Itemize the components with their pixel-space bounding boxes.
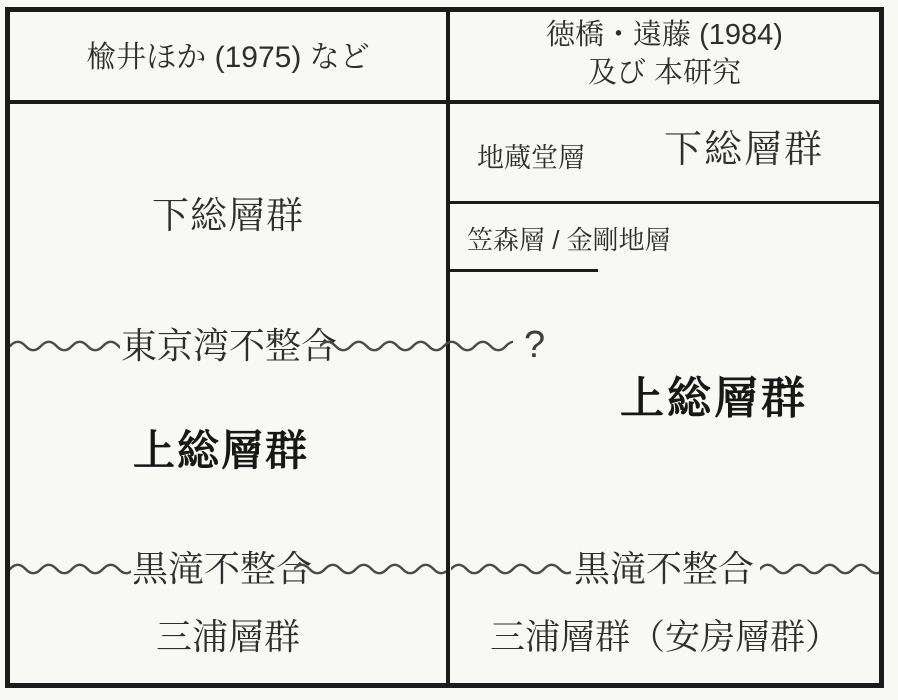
left-shimousa-group-label: 下総層群 bbox=[152, 195, 304, 236]
right-kazusa-group-label: 上総層群 bbox=[620, 374, 808, 423]
wavy-unconformity-line bbox=[451, 562, 571, 576]
question-mark: ? bbox=[524, 324, 546, 366]
wavy-unconformity-line bbox=[294, 562, 446, 576]
right-kurotaki-unconformity-label: 黒滝不整合 bbox=[574, 548, 755, 589]
shimousa-row-separator-line bbox=[450, 201, 879, 204]
wavy-unconformity-line bbox=[10, 339, 120, 353]
tokyo-bay-unconformity-label: 東京湾不整合 bbox=[121, 325, 338, 366]
left-column-header bbox=[10, 8, 446, 100]
wavy-unconformity-line bbox=[10, 562, 131, 576]
left-header-label: 楡井ほか (1975) など bbox=[86, 41, 370, 74]
header-separator-line bbox=[10, 100, 879, 104]
kasamori-partial-separator-line bbox=[450, 269, 598, 272]
right-header-line2: 及び 本研究 bbox=[587, 57, 742, 89]
left-miura-group-label: 三浦層群 bbox=[155, 616, 300, 657]
wavy-unconformity-line bbox=[760, 562, 879, 576]
wavy-unconformity-line bbox=[320, 339, 513, 353]
jizodo-formation-label: 地蔵堂層 bbox=[477, 143, 585, 173]
right-miura-awa-group-label: 三浦層群（安房層群） bbox=[489, 618, 840, 657]
right-header-line1: 徳橋・遠藤 (1984) bbox=[546, 19, 783, 51]
left-kurotaki-unconformity-label: 黒滝不整合 bbox=[132, 548, 313, 589]
right-column-header bbox=[450, 8, 879, 100]
right-shimousa-group-label: 下総層群 bbox=[664, 129, 825, 171]
kasamori-kongochi-formation-label: 笠森層 / 金剛地層 bbox=[467, 225, 671, 255]
left-kazusa-group-label: 上総層群 bbox=[133, 427, 310, 474]
